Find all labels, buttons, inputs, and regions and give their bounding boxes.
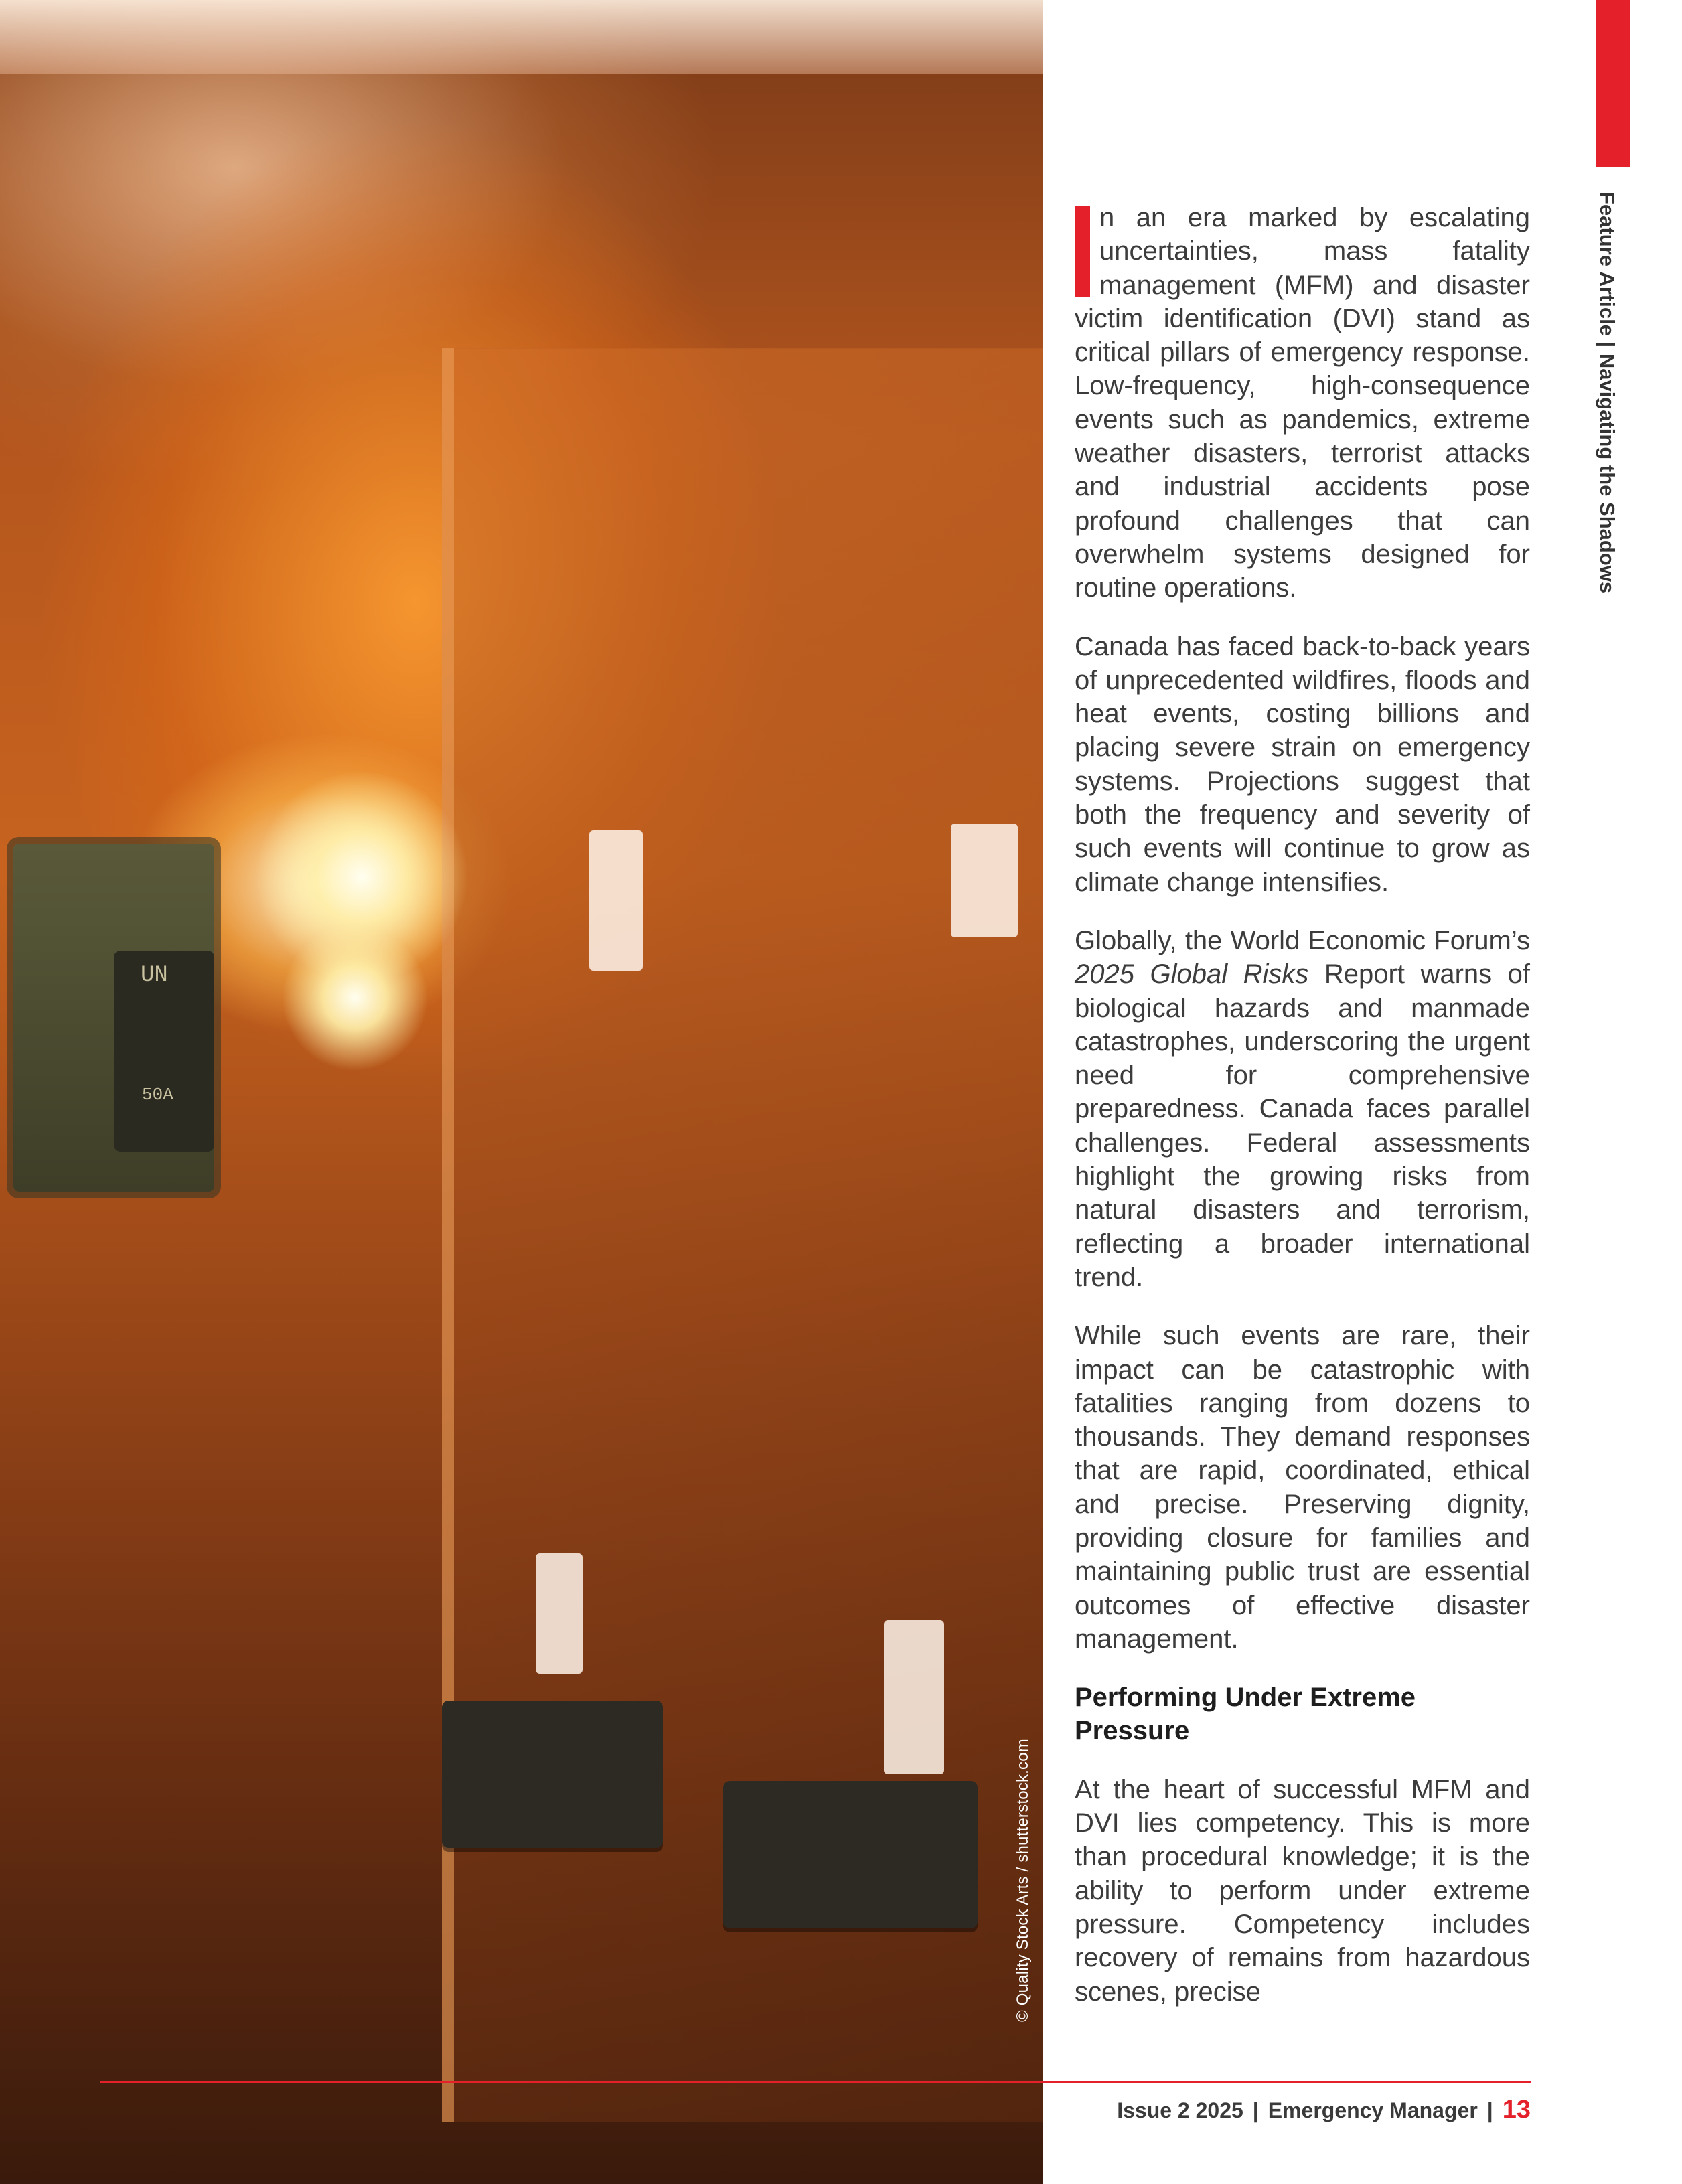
tape-patch bbox=[884, 1620, 944, 1774]
section-tab bbox=[1596, 0, 1630, 167]
breaker-switch bbox=[114, 951, 214, 1152]
spark-flash bbox=[281, 924, 429, 1071]
page-number: 13 bbox=[1502, 2096, 1531, 2124]
footer-separator: | bbox=[1486, 2098, 1493, 2122]
paragraph-text: Report warns of biological hazards and manmade catastrophes, underscoring the urgent need for comprehensive preparedness. Canada faces parallel challenges. Federal assessments highlight the growing risks from natural disasters and terrorism, reflecting a broader international trend. bbox=[1075, 959, 1531, 1292]
report-title: 2025 Global Risks bbox=[1075, 959, 1309, 990]
terminal-block bbox=[442, 1701, 663, 1848]
tape-patch bbox=[589, 830, 643, 971]
dropcap-bar bbox=[1075, 206, 1090, 297]
paragraph: While such events are rare, their impact can be catastrophic with fatalities ranging from dozens to thousands. They demand responses that are rapid, coordinated, ethical and precise. Preserving dignity, providing closure for families and maintaining public trust are essential outcomes of effective disaster management. bbox=[1075, 1321, 1530, 1654]
section-heading: Performing Under Extreme Pressure bbox=[1075, 1683, 1416, 1746]
photo-ceiling-beam bbox=[0, 0, 1043, 74]
paragraph: At the heart of successful MFM and DVI lies competency. This is more than procedural knowledge; it is the ability to perform under extreme pressure. Competency includes recovery of remains from hazardous scenes, precise bbox=[1075, 1774, 1530, 2007]
breaker-rating: 50A bbox=[142, 1085, 173, 1105]
section-label: Feature Article | Navigating the Shadows bbox=[1596, 191, 1619, 594]
photo-credit: © Quality Stock Arts / shutterstock.com bbox=[1014, 1739, 1032, 2022]
breaker-label: UN bbox=[141, 963, 168, 988]
footer-rule bbox=[100, 2081, 1531, 2083]
issue-label: Issue 2 2025 bbox=[1117, 2098, 1243, 2122]
article-body bbox=[1075, 201, 1530, 2033]
paragraph: Canada has faced back-to-back years of unprecedented wildfires, floods and heat events, costing billions and placing severe strain on emergency systems. Projections suggest that both the frequency and severity of such events will continue to grow as climate change intensifies. bbox=[1075, 631, 1530, 897]
footer-separator: | bbox=[1252, 2098, 1259, 2122]
page-footer bbox=[1117, 2096, 1531, 2124]
tape-patch bbox=[536, 1553, 583, 1674]
publication-name: Emergency Manager bbox=[1268, 2098, 1478, 2122]
terminal-block bbox=[723, 1781, 978, 1928]
paragraph-text: n an era marked by escalating uncertainties, mass fatality management (MFM) and disaster victim identification (DVI) stand as critical pillars of emergency response. Low-frequency, high-consequence events such as pandemics, extreme weather disasters, terrorist attacks and industrial accidents pose profound challenges that can overwhelm systems designed for routine operations. bbox=[1075, 203, 1530, 603]
paragraph bbox=[1075, 201, 1530, 605]
tape-patch bbox=[951, 824, 1018, 937]
paragraph-text: Globally, the World Economic Forum’s bbox=[1075, 925, 1530, 955]
paragraph bbox=[1075, 924, 1530, 1294]
